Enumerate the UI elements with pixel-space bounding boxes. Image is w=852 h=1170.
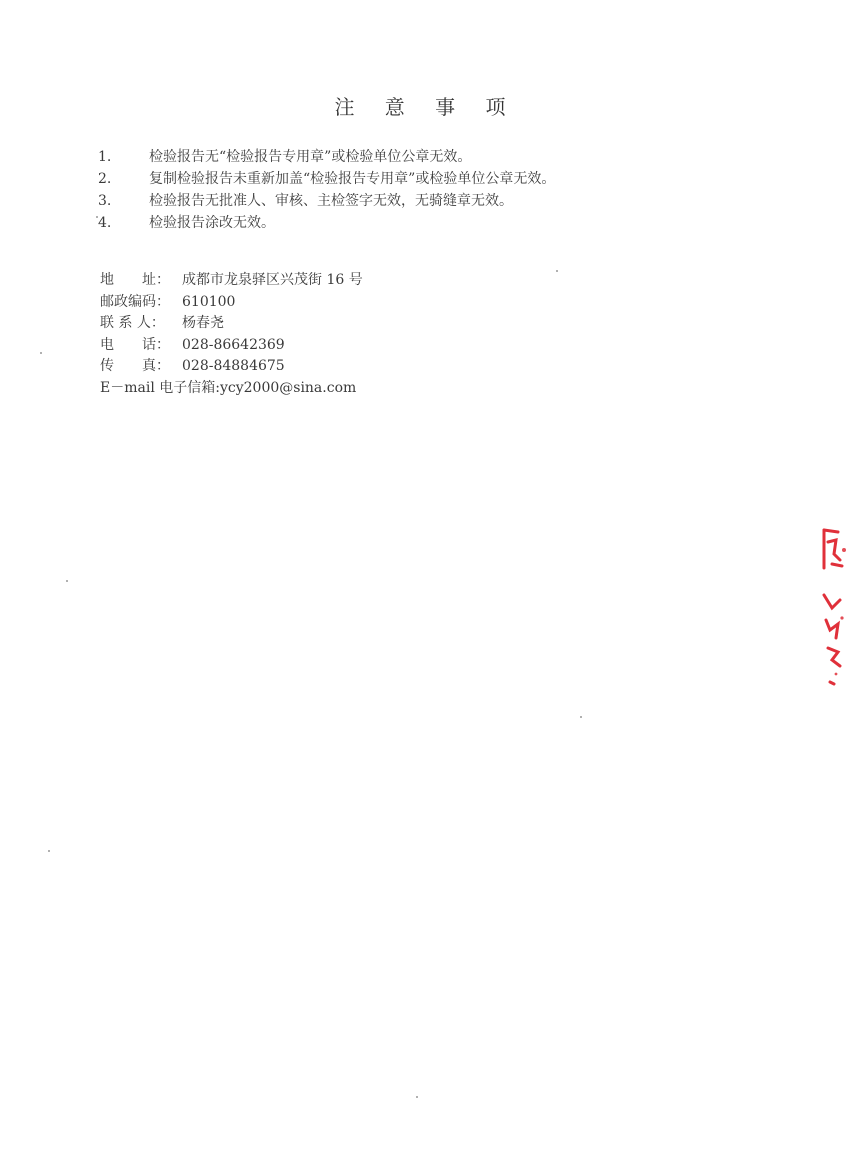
email-value: ycy2000@sina.com <box>219 379 357 396</box>
scan-speck <box>556 270 558 272</box>
phone-row <box>100 335 363 357</box>
address-row <box>100 270 363 292</box>
notice-item <box>98 190 555 212</box>
scan-speck <box>48 850 50 852</box>
fax-value: 028-84884675 <box>182 358 285 374</box>
notice-number: 3. <box>98 193 112 209</box>
notice-item <box>98 168 555 190</box>
phone-value: 028-86642369 <box>182 336 285 353</box>
email-row <box>100 378 363 400</box>
seal-stamp-fragment <box>818 520 852 695</box>
notice-number: 1. <box>98 149 112 165</box>
notice-item <box>98 146 555 168</box>
contact-person-value: 杨春尧 <box>182 315 224 331</box>
notice-number: 4. <box>98 215 112 231</box>
notice-item <box>98 212 555 234</box>
postcode-row <box>100 292 363 314</box>
notice-text: 检验报告无批准人、审核、主检签字无效，无骑缝章无效。 <box>149 193 513 209</box>
fax-row <box>100 356 363 378</box>
contact-person-label: 联 系 人： <box>100 315 165 331</box>
notice-text: 检验报告无“检验报告专用章”或检验单位公章无效。 <box>149 149 472 165</box>
scan-speck <box>416 1096 418 1098</box>
scan-speck <box>580 716 582 718</box>
email-label: E－mail 电子信箱: <box>100 379 220 396</box>
scan-speck <box>96 216 98 218</box>
notice-list <box>98 146 555 234</box>
contact-person-row <box>100 313 363 335</box>
address-label: 地 址： <box>100 272 170 288</box>
page-title: 注 意 事 项 <box>334 95 518 119</box>
fax-label: 传 真： <box>100 358 170 374</box>
phone-label: 电 话： <box>100 336 170 353</box>
contact-info <box>100 270 363 399</box>
notice-text: 复制检验报告未重新加盖“检验报告专用章”或检验单位公章无效。 <box>149 171 556 187</box>
scan-speck <box>66 580 68 582</box>
address-value: 成都市龙泉驿区兴茂街 16 号 <box>182 272 363 288</box>
postcode-label: 邮政编码： <box>100 293 170 310</box>
notice-text: 检验报告涂改无效。 <box>149 215 275 231</box>
postcode-value: 610100 <box>182 293 236 310</box>
notice-number: 2. <box>98 171 112 187</box>
scan-speck <box>40 352 42 354</box>
